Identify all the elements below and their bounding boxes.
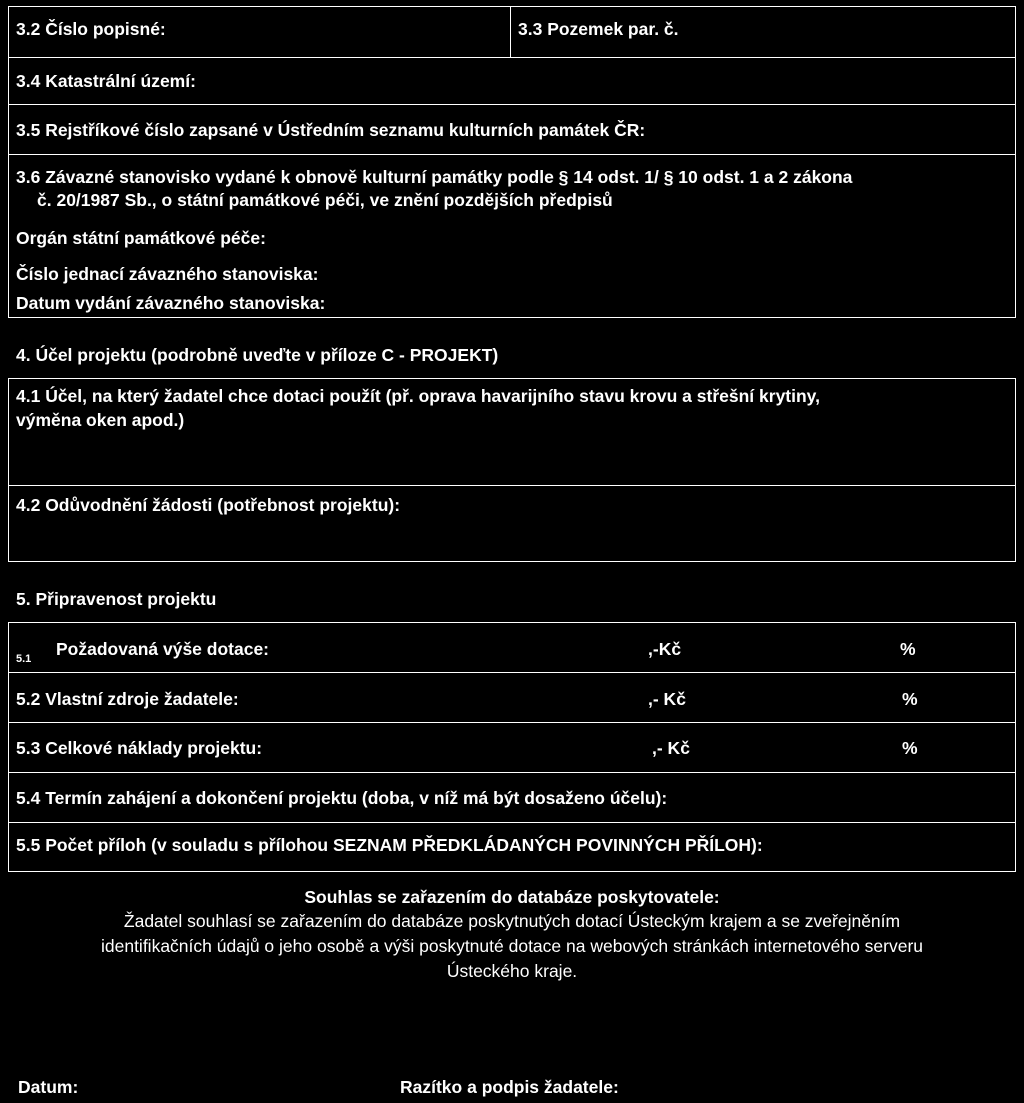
row-divider [8, 104, 1016, 105]
section4-heading: 4. Účel projektu (podrobně uveďte v příloze C - PROJEKT) [16, 345, 499, 365]
datum-label: Datum: [18, 1077, 79, 1097]
zavazne-label-2: č. 20/1987 Sb., o státní památkové péči, ve znění pozdějších předpisů [37, 190, 613, 210]
datum-vydani-label: Datum vydání závazného stanoviska: [16, 293, 326, 313]
termin-label: 5.4 Termín zahájení a dokončení projektu (doba, v níž má být dosaženo účelu): [16, 788, 668, 808]
celkove-naklady-unit: ,- Kč [652, 738, 690, 758]
row-divider [8, 154, 1016, 155]
row-divider [8, 672, 1016, 673]
pozemek-label: 3.3 Pozemek par. č. [518, 19, 679, 39]
katastralni-label: 3.4 Katastrální území: [16, 71, 196, 91]
vlastni-zdroje-label: 5.2 Vlastní zdroje žadatele: [16, 689, 239, 709]
row-divider [8, 822, 1016, 823]
oduvodneni-label: 4.2 Odůvodnění žádosti (potřebnost projektu): [16, 495, 401, 515]
dotace-percent: % [900, 639, 916, 659]
consent-text-1: Žadatel souhlasí se zařazením do databáze poskytnutých dotací Ústeckým krajem a se zveřejněním [123, 911, 901, 931]
rejstrik-label: 3.5 Rejstříkové číslo zapsané v Ústředním seznamu kulturních památek ČR: [16, 120, 646, 140]
cislo-popisne-label: 3.2 Číslo popisné: [16, 19, 166, 39]
dotace-row-number: 5.1 [16, 653, 32, 665]
pocet-priloh-label: 5.5 Počet příloh (v souladu s přílohou SEZNAM PŘEDKLÁDANÝCH POVINNÝCH PŘÍLOH): [16, 835, 763, 855]
dotace-unit: ,-Kč [648, 639, 682, 659]
row-divider [8, 485, 1016, 486]
razitko-label: Razítko a podpis žadatele: [400, 1077, 619, 1097]
vlastni-zdroje-percent: % [902, 689, 918, 709]
dotace-label: Požadovaná výše dotace: [56, 639, 269, 659]
organ-label: Orgán státní památkové péče: [16, 228, 266, 248]
section5-heading: 5. Připravenost projektu [16, 589, 217, 609]
ucel-label-1: 4.1 Účel, na který žadatel chce dotaci použít (př. oprava havarijního stavu krovu a střešní krytiny, [16, 386, 820, 406]
consent-text-2: identifikačních údajů o jeho osobě a výši poskytnuté dotace na webových stránkách internetového serveru [100, 936, 924, 956]
row-divider [8, 772, 1016, 773]
zavazne-label-1: 3.6 Závazné stanovisko vydané k obnově kulturní památky podle § 14 odst. 1/ § 10 odst. 1 a 2 zákona [16, 167, 853, 187]
section3-divider [510, 6, 511, 58]
cislo-jednaci-label: Číslo jednací závazného stanoviska: [16, 264, 319, 284]
ucel-label-2: výměna oken apod.) [16, 410, 185, 430]
celkove-naklady-percent: % [902, 738, 918, 758]
row-divider [8, 722, 1016, 723]
consent-text-3: Ústeckého kraje. [446, 961, 578, 981]
consent-title: Souhlas se zařazením do databáze poskytovatele: [304, 887, 720, 907]
vlastni-zdroje-unit: ,- Kč [648, 689, 686, 709]
celkove-naklady-label: 5.3 Celkové náklady projektu: [16, 738, 263, 758]
row-divider [8, 57, 1016, 58]
